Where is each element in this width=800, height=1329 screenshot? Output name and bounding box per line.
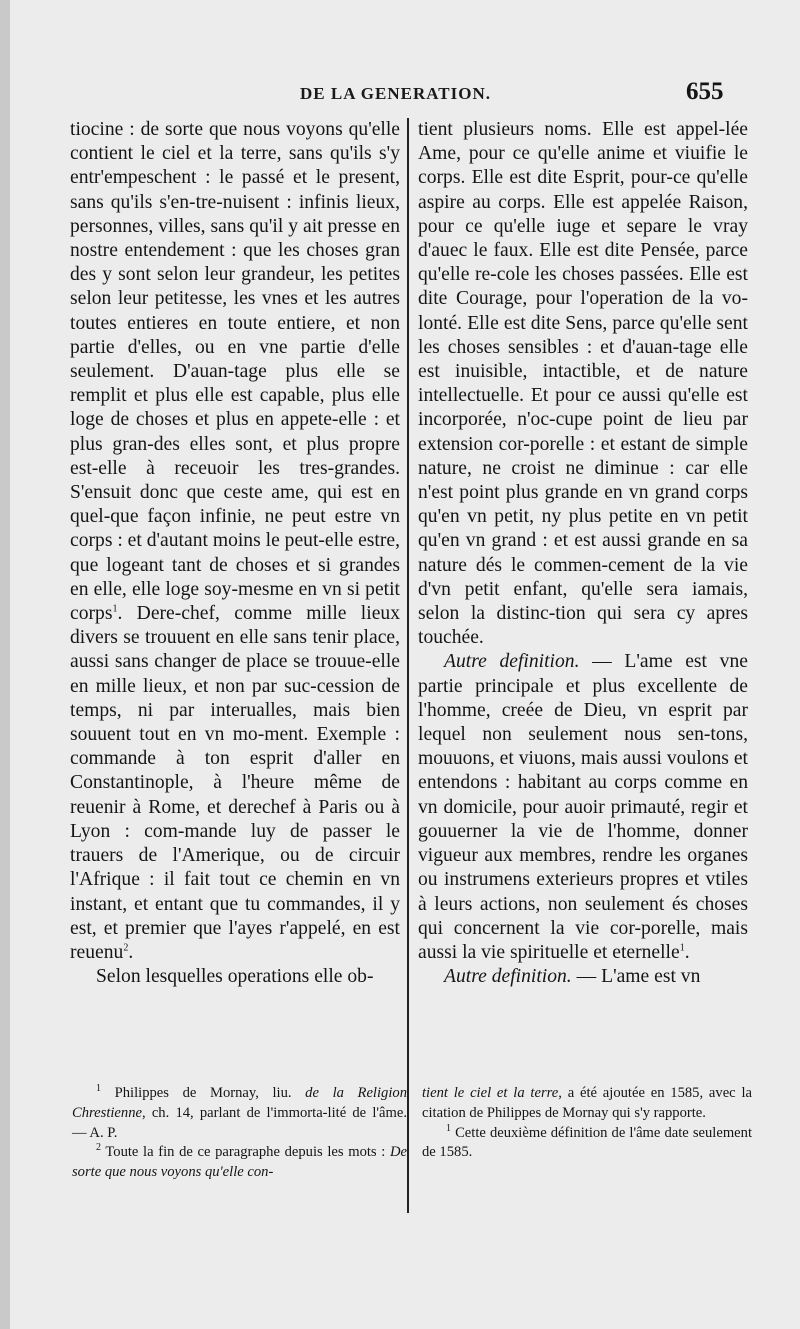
body-paragraph — [418, 118, 748, 650]
footnote-text: De sorte que nous voyons qu'elle con- — [72, 1144, 407, 1181]
footnote-mark: 2 — [96, 1142, 101, 1154]
body-paragraph — [418, 965, 748, 989]
page-number: 655 — [686, 78, 724, 105]
footnote — [72, 1084, 407, 1143]
footnote-text: Cette deuxième définition de l'âme date seulement de 1585. — [422, 1124, 752, 1161]
footnote-text: Toute la fin de ce paragraphe depuis les mots : — [101, 1144, 390, 1161]
body-paragraph — [70, 965, 400, 989]
page-header — [10, 78, 800, 114]
column-rule — [407, 118, 409, 1213]
paragraph-text: tient plusieurs noms. Elle est appel-lée Ame, pour ce qu'elle anime et viuifie le corps. Elle est dite Esprit, pour-ce qu'elle aspire au corps. Elle est appelée Raison, pour ce qu'elle iuge et separe le vray d'auec le faux. Elle est dite Pensée, parce qu'elle re-cole les choses passées. Elle est dite Courage, pour l'operation de la vo-lonté. Elle est dite Sens, parce qu'elle sent les choses sensibles : et d'auan-tage elle est inuisible, intactible, et de nature intellectuelle. Et pour ce aussi qu'elle est incorporée, n'oc-cupe point de lieu par extension cor-porelle : et estant de simple nature, ne croist ne diminue : car elle n'est point plus grande en vn grand corps qu'en vn petit, ny plus petite en vn petit qu'en vn grand : et est aussi grande en sa nature dés le commen-cement de la vie d'vn petit enfant, qu'elle sera iamais, selon la distinc-tion qui sera cy apres touchée. — [418, 119, 748, 649]
book-page — [10, 0, 800, 1329]
footnote-text: , ch. 14, parlant de l'immorta-lité de l'âme. — A. P. — [72, 1104, 407, 1141]
paragraph-text: tiocine : de sorte que nous voyons qu'elle contient le ciel et la terre, sans qu'ils s'y entr'empeschent : le passé et le present, sans qu'ils s'en-tre-nuisent : infinis lieux, personnes, villes, sans qu'il y ait presse en nostre entendement : que les choses gran des y sont selon leur grandeur, les petites selon leur petitesse, les vnes et les autres toutes entieres en toute entiere, et non partie d'elles, ou en vne partie d'elle seulement. D'auan-tage plus elle se remplit et plus elle est capable, plus elle loge de choses et plus en appete-elle : et plus gran-des elles sont, et plus propre est-elle à receuoir les tres-grandes. S'ensuit donc que ceste ame, qui est en quel-que façon infinie, ne peut estre vn corps : et d'autant moins le peut-elle estre, que logeant tant de choses et si grandes en elle, elle loge soy-mesme en vn si petit corps — [70, 119, 400, 625]
paragraph-text: — L'ame est vn — [571, 966, 701, 988]
footnote-text: , a été ajoutée en 1585, avec la citation de Philippes de Mornay qui s'y rapporte. — [422, 1085, 752, 1121]
footnote-ref: 1 — [679, 942, 685, 954]
running-head: DE LA GENERATION. — [300, 84, 491, 103]
footnote-text: Philippes de Mornay, liu. — [101, 1085, 306, 1101]
body-paragraph — [70, 118, 400, 965]
footnote-ref: 1 — [112, 603, 118, 615]
footnotes-right — [422, 1084, 752, 1163]
definition-label: Autre definition. — [444, 651, 580, 673]
footnote-ref: 2 — [123, 942, 129, 954]
right-column — [418, 118, 748, 989]
footnotes-left — [72, 1084, 407, 1183]
definition-label: Autre definition. — [444, 966, 572, 988]
footnote-continuation — [422, 1084, 752, 1124]
footnote-text: de la Religion Chrestienne — [72, 1085, 407, 1121]
paragraph-text: . — [684, 941, 690, 963]
paragraph-text: . Dere-chef, comme mille lieux divers se trouuent en elle sans tenir place, aussi sans changer de place se trouue-elle en mille lieux, et non par suc-cession de temps, ni par interualles, mais bien souuent tout en vn mo-ment. Exemple : commande à ton esprit d'aller en Constantinople, à l'heure même de reuenir à Rome, et derechef à Paris ou à Lyon : com-mande luy de passer le trauers de l'Amerique, ou de circuir l'Afrique : il fait tout ce chemin en vn instant, et entant que tu commandes, il y est, et premier que l'ayes r'appelé, en est reuenu — [70, 603, 400, 963]
footnote-mark: 1 — [446, 1122, 451, 1134]
left-column — [70, 118, 400, 989]
footnote-text: tient le ciel et la terre — [422, 1085, 559, 1101]
footnote — [72, 1143, 407, 1183]
footnote-mark: 1 — [96, 1083, 101, 1095]
paragraph-text: . — [128, 941, 134, 963]
footnote — [422, 1124, 752, 1164]
paragraph-text: — L'ame est vne partie principale et plus excellente de l'homme, creée de Dieu, vn esprit par lequel non seulement nous sen-tons, mouuons, et viuons, mais aussi voulons et entendons : habitant au corps comme en vn domicile, pour auoir primauté, regir et gouuerner la vie de l'homme, donner vigueur aux membres, rendre les organes ou instrumens exterieurs propres et vtiles à leurs actions, non seulement és choses qui concernent la vie cor-porelle, mais aussi la vie spirituelle et eternelle — [418, 651, 748, 963]
body-paragraph — [418, 650, 748, 965]
paragraph-text: Selon lesquelles operations elle ob- — [96, 966, 374, 988]
